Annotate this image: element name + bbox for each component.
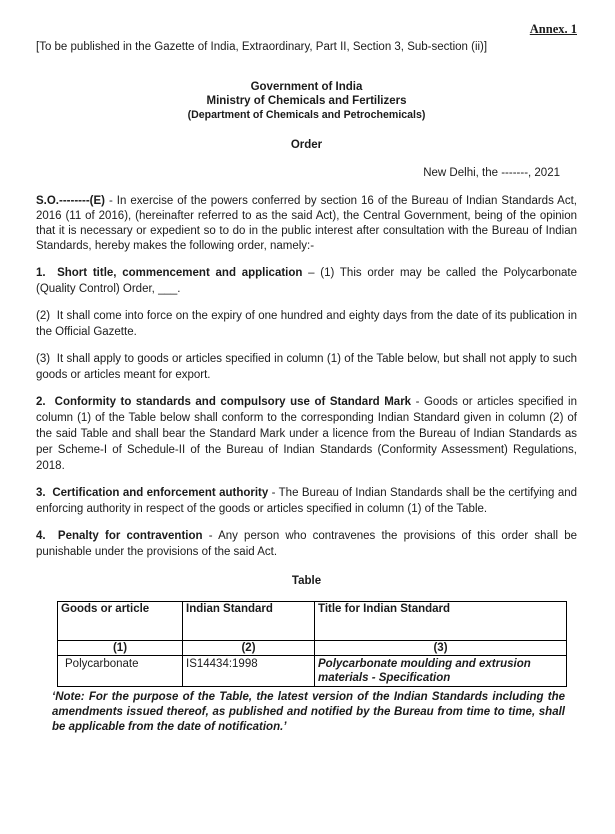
so-text: - In exercise of the powers conferred by section 16 of the Bureau of Indian Standards Act, 2016 (11 of 2016), (hereinafter referred to as the said Act), the Central Government, being of the opinion that it is necessary or expedient so to do in the public interest after consultation with the Bureau of Indian Standards, hereby makes the following order, namely:- xyxy=(36,195,577,252)
clause-1-sub-3 xyxy=(36,351,577,383)
clause-2 xyxy=(36,394,577,474)
goods-cell: Polycarbonate xyxy=(58,656,183,687)
table-note: ‘Note: For the purpose of the Table, the latest version of the Indian Standards including the amendments issued thereof, as published and notified by the Bureau from time to time, shall be applicable from the date of notification.’ xyxy=(52,691,565,733)
clause-1-text: – (1) This order may be called the Polycarbonate (Quality Control) Order, ___. xyxy=(36,267,578,295)
clause-1 xyxy=(36,265,577,297)
subclause-3-number: (3) xyxy=(36,353,57,365)
letterhead xyxy=(36,80,577,122)
government-title: Government of India xyxy=(250,81,363,93)
column-number-row xyxy=(58,641,567,656)
so-paragraph xyxy=(36,194,577,254)
dateline: New Delhi, the -------, 2021 xyxy=(423,167,560,179)
ministry-title: Ministry of Chemicals and Fertilizers xyxy=(206,95,407,107)
column-number-2: (2) xyxy=(183,641,315,656)
clause-4-text: - Any person who contravenes the provisions of this order shall be punishable under the provisions of the said Act. xyxy=(36,530,577,558)
order-heading: Order xyxy=(290,139,323,151)
table-caption: Table xyxy=(291,575,322,587)
standard-title-cell: Polycarbonate moulding and extrusion materials - Specification xyxy=(315,656,567,687)
clause-3-text: - The Bureau of Indian Standards shall be the certifying and enforcing authority in respect of the goods or articles specified in column (1) of the Table. xyxy=(36,487,578,515)
so-number: S.O.--------(E) xyxy=(36,195,105,207)
department-title: (Department of Chemicals and Petrochemicals) xyxy=(187,109,426,121)
header-title-for-indian-standard: Title for Indian Standard xyxy=(315,602,567,641)
publication-line: [To be published in the Gazette of India, Extraordinary, Part II, Section 3, Sub-section (ii)] xyxy=(36,41,488,53)
column-number-3: (3) xyxy=(315,641,567,656)
table-row xyxy=(58,656,567,687)
clause-1-sub-2 xyxy=(36,308,577,340)
clause-1-title: 1. Short title, commencement and application xyxy=(36,267,309,279)
annex-label: Annex. 1 xyxy=(529,22,577,36)
clause-2-text: - Goods or articles specified in column (1) of the Table below shall conform to the corresponding Indian Standard given in column (2) of the said Table and shall bear the Standard Mark under a licence from the Bureau of Indian Standards as per Scheme-I of Schedule-II of the Bureau of Indian Standards (Conformity Assessment) Regulations, 2018. xyxy=(36,396,577,472)
clause-4-title: 4. Penalty for contravention xyxy=(36,530,209,542)
table-header-row xyxy=(58,602,567,641)
clause-4 xyxy=(36,528,577,560)
clause-2-title: 2. Conformity to standards and compulsory use of Standard Mark xyxy=(36,396,416,408)
clause-3 xyxy=(36,485,577,517)
column-number-1: (1) xyxy=(58,641,183,656)
standard-cell: IS14434:1998 xyxy=(183,656,315,687)
clause-3-title: 3. Certification and enforcement authority xyxy=(36,487,272,499)
standards-table xyxy=(57,601,567,687)
header-indian-standard: Indian Standard xyxy=(183,602,315,641)
subclause-3-text: It shall apply to goods or articles specified in column (1) of the Table below, but shall not apply to such goods or articles meant for export. xyxy=(36,353,577,381)
header-goods-or-article: Goods or article xyxy=(58,602,183,641)
subclause-2-text: It shall come into force on the expiry of one hundred and eighty days from the date of its publication in the Official Gazette. xyxy=(36,310,578,338)
subclause-2-number: (2) xyxy=(36,310,57,322)
